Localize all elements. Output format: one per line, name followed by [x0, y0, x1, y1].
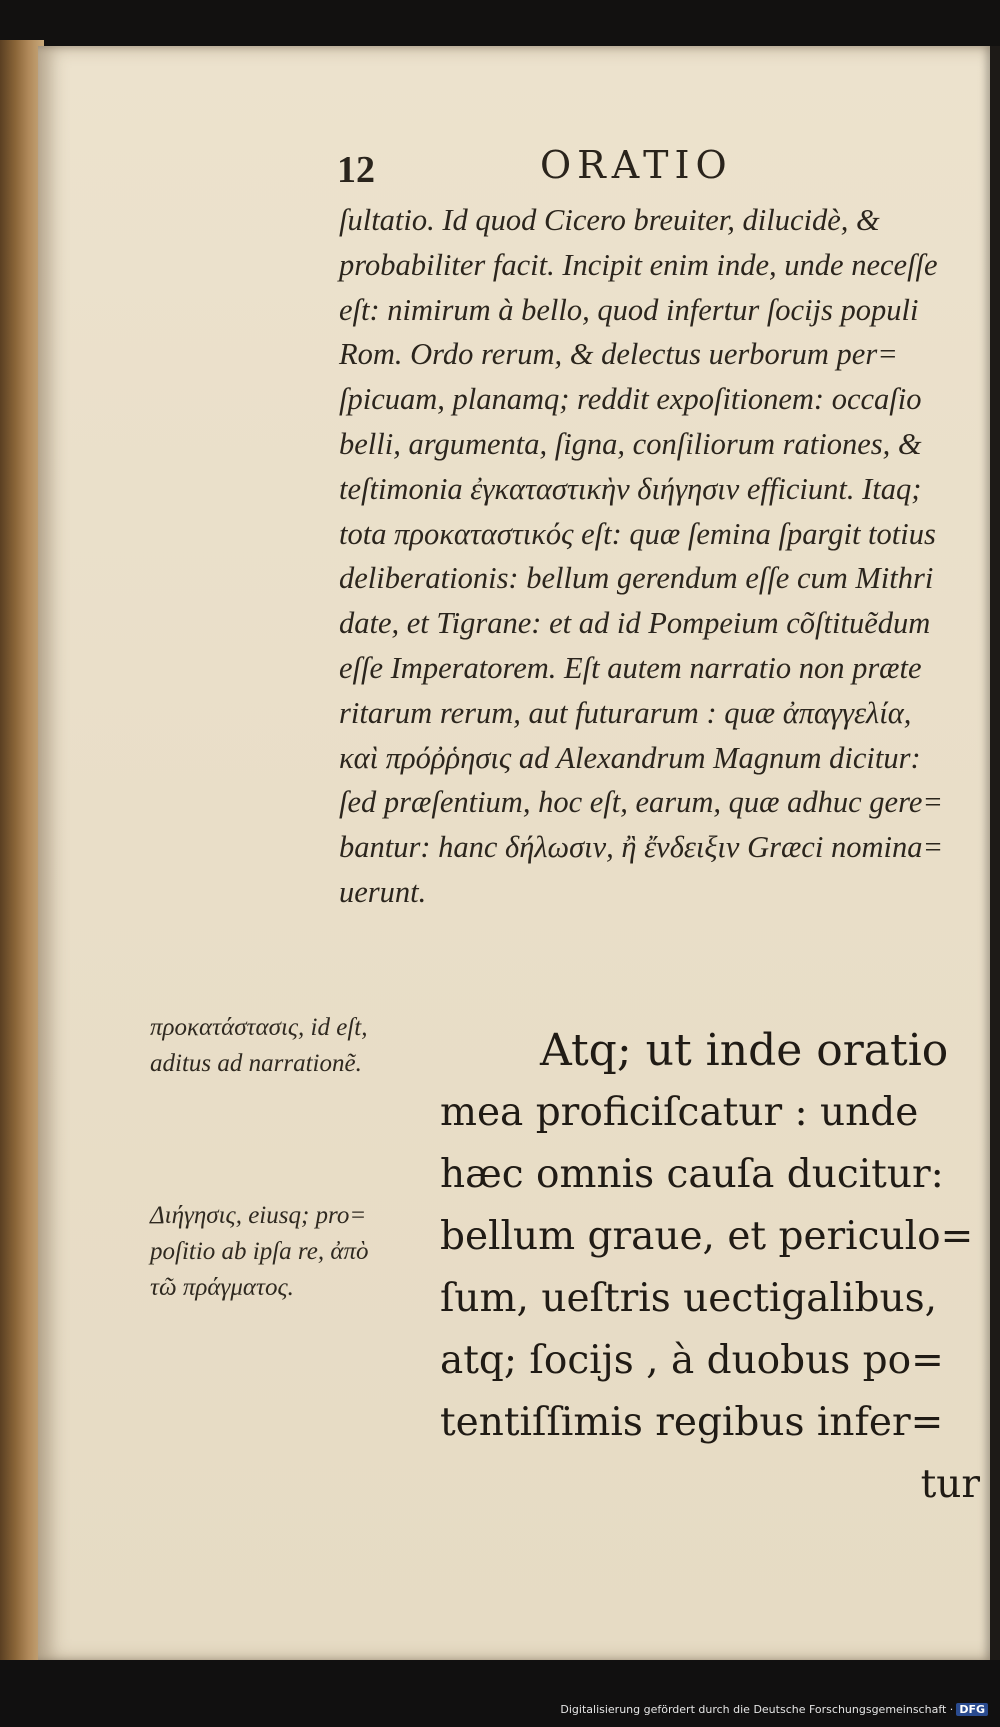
marginal-note-prokatastasis: [150, 1010, 430, 1082]
marginal-line: poſitio ab ipſa re, ἀπὸ: [150, 1238, 369, 1265]
commentary-line: ſed præſentium, hoc eſt, earum, quæ adhuc gere=: [339, 785, 943, 820]
commentary-line: tota προκαταστικός eſt: quæ ſemina ſpargit totius: [339, 516, 936, 551]
commentary-line: καὶ πρόῤῥησις ad Alexandrum Magnum dicitur:: [339, 740, 921, 775]
oration-line: hæc omnis cauſa ducitur:: [440, 1152, 944, 1197]
commentary-line: eſſe Imperatorem. Eſt autem narratio non præte: [339, 650, 922, 685]
marginal-line: τῶ πράγματος.: [150, 1274, 294, 1301]
marginal-line: aditus ad narrationẽ.: [150, 1050, 362, 1077]
commentary-line: belli, argumenta, ſigna, conſiliorum rationes, &: [339, 426, 922, 461]
marginal-line: Διήγησις, eiusq; pro=: [150, 1202, 367, 1229]
commentary-line: date, et Tigrane: et ad id Pompeium cõſtituẽdum: [339, 606, 931, 641]
scan-frame-bottom: [0, 1660, 1000, 1727]
running-title: ORATIO: [540, 143, 733, 187]
commentary-line: ritarum rerum, aut futurarum : quæ ἀπαγγελία,: [339, 695, 912, 730]
commentary-line: teſtimonia ἐγκαταστικὴν διήγησιν efficiunt. Itaq;: [339, 471, 922, 506]
marginal-note-diegesis: [150, 1198, 430, 1306]
commentary-line: eſt: nimirum à bello, quod infertur ſocijs populi: [339, 292, 919, 327]
oration-line-catchword: tur: [920, 1462, 980, 1507]
commentary-line: bantur: hanc δήλωσιν, ἢ ἔνδειξιν Græci nomina=: [339, 830, 944, 865]
oration-line: ſum, ueſtris uectigalibus,: [440, 1276, 938, 1321]
oration-line: Atq; ut inde oratio: [540, 1025, 949, 1076]
oration-line: mea proficiſcatur : unde: [440, 1090, 919, 1135]
oration-line: tentiſſimis regibus infer=: [440, 1400, 944, 1445]
oration-line: atq; ſocijs , à duobus po=: [440, 1338, 944, 1383]
commentary-line: Rom. Ordo rerum, & delectus uerborum per=: [339, 337, 898, 372]
commentary-line: deliberationis: bellum gerendum eſſe cum Mithri: [339, 561, 934, 596]
page-number: 12: [337, 149, 375, 191]
oration-text-block: [440, 1020, 980, 1516]
commentary-line: uerunt.: [339, 874, 427, 909]
oration-line: bellum graue, et periculo=: [440, 1214, 974, 1259]
book-gutter-shadow: [990, 46, 1000, 1661]
digitization-credit: [560, 1703, 988, 1716]
dfg-logo: DFG: [956, 1703, 988, 1716]
marginal-line: προκατάστασις, id eſt,: [150, 1014, 368, 1041]
commentary-line: ſpicuam, planamq; reddit expoſitionem: occaſio: [339, 382, 922, 417]
commentary-block: [339, 198, 971, 915]
commentary-line: probabiliter facit. Incipit enim inde, unde neceſſe: [339, 247, 938, 282]
digitization-credit-text: Digitalisierung gefördert durch die Deutsche Forschungsgemeinschaft ·: [560, 1703, 954, 1716]
commentary-line: ſultatio. Id quod Cicero breuiter, dilucidè, &: [339, 203, 880, 237]
scan-frame-top: [0, 0, 1000, 48]
